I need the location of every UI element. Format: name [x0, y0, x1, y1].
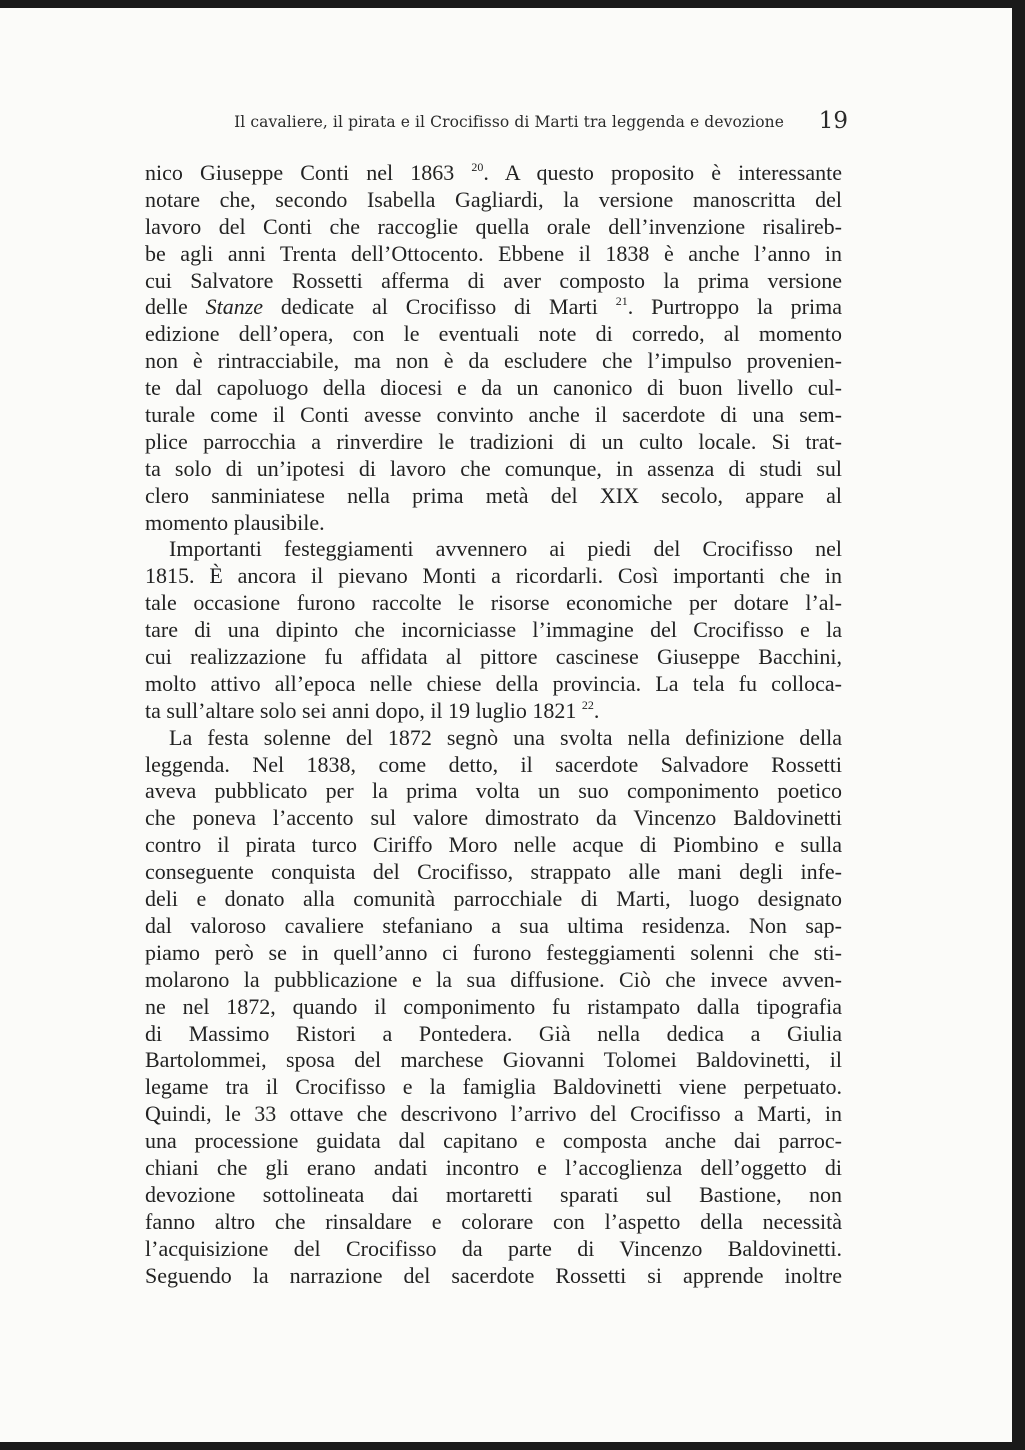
- text-line: plice parrocchia a rinverdire le tradizioni di un culto locale. Si trat-: [145, 428, 842, 454]
- text-line: legame tra il Crocifisso e la famiglia Baldovinetti viene perpetuato.: [145, 1074, 842, 1100]
- text-line: be agli anni Trenta dell’Ottocento. Ebbene il 1838 è anche l’anno in: [145, 240, 842, 266]
- paragraph: [145, 725, 842, 1290]
- text-line: notare che, secondo Isabella Gagliardi, la versione manoscritta del: [145, 186, 842, 212]
- page-header: [0, 108, 848, 141]
- text-line: Quindi, le 33 ottave che descrivono l’arrivo del Crocifisso a Marti, in: [145, 1101, 842, 1127]
- text-line: Importanti festeggiamenti avvennero ai piedi del Crocifisso nel: [169, 536, 842, 562]
- text-line: te dal capoluogo della diocesi e da un canonico di buon livello cul-: [145, 375, 842, 401]
- text-line: deli e donato alla comunità parrocchiale di Marti, luogo designato: [145, 886, 842, 912]
- text-line: piamo però se in quell’anno ci furono festeggiamenti solenni che sti-: [145, 939, 842, 965]
- text-line: devozione sottolineata dai mortaretti sparati sul Bastione, non: [145, 1181, 842, 1207]
- text-line: ta sull’altare solo sei anni dopo, il 19 luglio 1821 $^{22}$.: [145, 697, 600, 723]
- text-line: tale occasione furono raccolte le risorse economiche per dotare l’al-: [145, 590, 842, 616]
- text-line: clero sanminiatese nella prima metà del XIX secolo, appare al: [145, 482, 842, 508]
- text-line: ta solo di un’ipotesi di lavoro che comunque, in assenza di studi sul: [145, 455, 842, 481]
- text-line: che poneva l’accento sul valore dimostrato da Vincenzo Baldovinetti: [145, 805, 842, 831]
- footnote-ref[interactable]: 20: [471, 160, 484, 174]
- text-line: turale come il Conti avesse convinto anche il sacerdote di una sem-: [145, 402, 842, 428]
- text-line: delle Stanze dedicate al Crocifisso di Marti $^{21}$. Purtroppo la prima: [145, 294, 842, 320]
- text-line: lavoro del Conti che raccoglie quella orale dell’invenzione risalireb-: [145, 213, 842, 239]
- text-line: tare di una dipinto che incorniciasse l’immagine del Crocifisso e la: [145, 617, 842, 643]
- book-page: [0, 8, 1012, 1442]
- text-line: chiani che gli erano andati incontro e l’accoglienza dell’oggetto di: [145, 1154, 842, 1180]
- text-line: molarono la pubblicazione e la sua diffusione. Ciò che invece avven-: [145, 966, 842, 992]
- paragraph: [145, 536, 842, 724]
- footnote-ref[interactable]: 22: [581, 697, 594, 712]
- text-line: dal valoroso cavaliere stefaniano a sua ultima residenza. Non sap-: [145, 912, 842, 938]
- text-line: nico Giuseppe Conti nel 1863 $^{20}$. A questo proposito è interessante: [145, 160, 842, 185]
- text-line: aveva pubblicato per la prima volta un suo componimento poetico: [145, 778, 842, 804]
- text-line: momento plausibile.: [145, 509, 325, 535]
- footnote-ref[interactable]: 21: [615, 294, 628, 309]
- paragraph: [145, 160, 842, 536]
- text-line: cui Salvatore Rossetti afferma di aver composto la prima versione: [145, 267, 842, 293]
- text-line: non è rintracciabile, ma non è da escludere che l’impulso provenien-: [145, 348, 842, 374]
- running-title: Il cavaliere, il pirata e il Crocifisso di Marti tra leggenda e devozione: [234, 113, 784, 131]
- text-line: La festa solenne del 1872 segnò una svolta nella definizione della: [169, 724, 842, 750]
- text-line: leggenda. Nel 1838, come detto, il sacerdote Salvadore Rossetti: [145, 751, 842, 777]
- text-line: fanno altro che rinsaldare e colorare con l’aspetto della necessità: [145, 1208, 842, 1234]
- italic-title: Stanze: [205, 294, 264, 320]
- text-line: Seguendo la narrazione del sacerdote Rossetti si apprende inoltre: [145, 1262, 842, 1288]
- text-line: contro il pirata turco Ciriffo Moro nelle acque di Piombino e sulla: [145, 832, 842, 858]
- page-number: 19: [818, 108, 848, 134]
- text-line: ne nel 1872, quando il componimento fu ristampato dalla tipografia: [145, 993, 842, 1019]
- text-line: cui realizzazione fu affidata al pittore cascinese Giuseppe Bacchini,: [145, 644, 842, 670]
- text-line: molto attivo all’epoca nelle chiese della provincia. La tela fu colloca-: [145, 670, 842, 696]
- text-line: conseguente conquista del Crocifisso, strappato alle mani degli infe-: [145, 859, 842, 885]
- text-line: Bartolommei, sposa del marchese Giovanni Tolomei Baldovinetti, il: [145, 1047, 842, 1073]
- body-text: [145, 160, 842, 1289]
- text-line: una processione guidata dal capitano e composta anche dai parroc-: [145, 1128, 842, 1154]
- text-line: l’acquisizione del Crocifisso da parte di Vincenzo Baldovinetti.: [145, 1235, 842, 1261]
- text-line: edizione dell’opera, con le eventuali note di corredo, al momento: [145, 321, 842, 347]
- text-line: 1815. È ancora il pievano Monti a ricordarli. Così importanti che in: [145, 563, 842, 589]
- text-line: di Massimo Ristori a Pontedera. Già nella dedica a Giulia: [145, 1020, 842, 1046]
